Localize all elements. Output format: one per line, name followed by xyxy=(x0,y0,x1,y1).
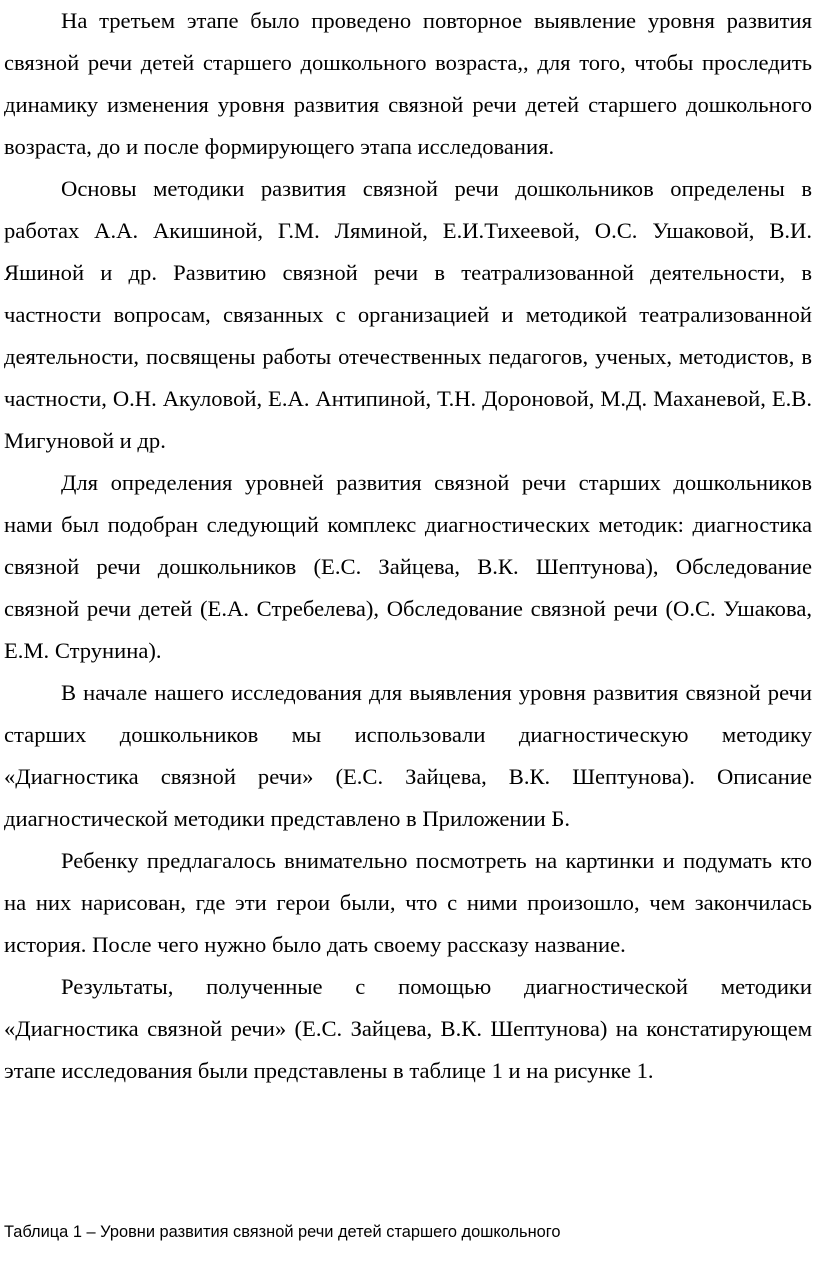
paragraph-4: В начале нашего исследования для выявления уровня развития связной речи старших дошкольников мы использовали диагностическую методику «Диагностика связной речи» (Е.С. Зайцева, В.К. Шептунова). Описание диагностической методики представлено в Приложении Б. xyxy=(4,680,812,831)
paragraph-6: Результаты, полученные с помощью диагностической методики «Диагностика связной речи» (Е.С. Зайцева, В.К. Шептунова) на констатирующем этапе исследования были представлены в таблице 1 и на рисунке 1. xyxy=(4,974,812,1083)
document-body xyxy=(4,0,812,1092)
paragraph-5: Ребенку предлагалось внимательно посмотреть на картинки и подумать кто на них нарисован, где эти герои были, что с ними произошло, чем закончилась история. После чего нужно было дать своему рассказу название. xyxy=(4,848,812,957)
table-caption: Таблица 1 – Уровни развития связной речи детей старшего дошкольного xyxy=(4,1223,561,1241)
paragraph-2: Основы методики развития связной речи дошкольников определены в работах А.А. Акишиной, Г.М. Ляминой, Е.И.Тихеевой, О.С. Ушаковой, В.И. Яшиной и др. Развитию связной речи в театрализованной деятельности, в частности вопросам, связанных с организацией и методикой театрализованной деятельности, посвящены работы отечественных педагогов, ученых, методистов, в частности, О.Н. Акуловой, Е.А. Антипиной, Т.Н. Дороновой, М.Д. Маханевой, Е.В. Мигуновой и др. xyxy=(4,176,812,453)
paragraph-1: На третьем этапе было проведено повторное выявление уровня развития связной речи детей старшего дошкольного возраста,, для того, чтобы проследить динамику изменения уровня развития связной речи детей старшего дошкольного возраста, до и после формирующего этапа исследования. xyxy=(4,8,812,159)
paragraph-3: Для определения уровней развития связной речи старших дошкольников нами был подобран следующий комплекс диагностических методик: диагностика связной речи дошкольников (Е.С. Зайцева, В.К. Шептунова), Обследование связной речи детей (Е.А. Стребелева), Обследование связной речи (О.С. Ушакова, Е.М. Струнина). xyxy=(4,470,812,663)
